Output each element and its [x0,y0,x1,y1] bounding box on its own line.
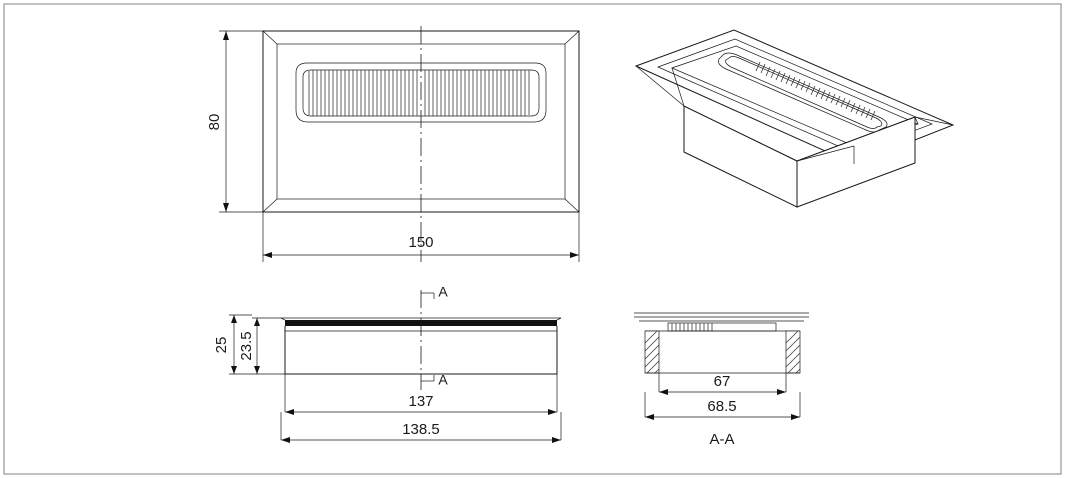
aa-outer-width-dimension [645,392,800,420]
side-arrow-235-bottom [254,366,260,374]
side-arrow-1385-right [552,437,561,443]
aa-arrow-67-left [659,389,668,395]
side-overall-height-value: 25 [212,336,230,354]
side-section-mark-top [421,284,448,300]
front-height-value: 80 [205,113,223,131]
side-arrow-137-left [285,409,294,415]
side-inner-height-dimension [238,318,285,374]
front-width-value: 150 [408,233,434,251]
front-arrow-right [570,252,579,258]
section-label-bottom: A [438,371,448,388]
side-inner-width-value: 137 [408,392,434,410]
isometric-view [636,30,953,207]
section-label-top: A [438,283,448,300]
section-a-a-view [634,313,809,448]
front-height-dimension [206,31,263,212]
aa-arrow-685-right [791,414,800,420]
side-outer-width-value: 138.5 [402,420,440,438]
aa-inner-width-dimension [659,373,786,395]
aa-view-label: A-A [709,430,735,448]
side-section-view [213,284,561,443]
side-inner-height-value: 23.5 [237,331,255,361]
front-arrow-top [223,31,229,40]
side-arrow-235-top [254,318,260,326]
front-arrow-bottom [223,203,229,212]
aa-arrow-67-right [777,389,786,395]
side-arrow-1385-left [281,437,290,443]
front-arrow-left [263,252,272,258]
side-arrow-25-bottom [231,366,237,374]
aa-arrow-685-left [645,414,654,420]
side-outer-width-dimension [281,412,561,443]
side-arrow-137-right [548,409,557,415]
aa-inner-width-value: 67 [713,372,731,390]
front-view [206,26,579,262]
aa-outer-width-value: 68.5 [707,397,737,415]
side-arrow-25-top [231,315,237,323]
